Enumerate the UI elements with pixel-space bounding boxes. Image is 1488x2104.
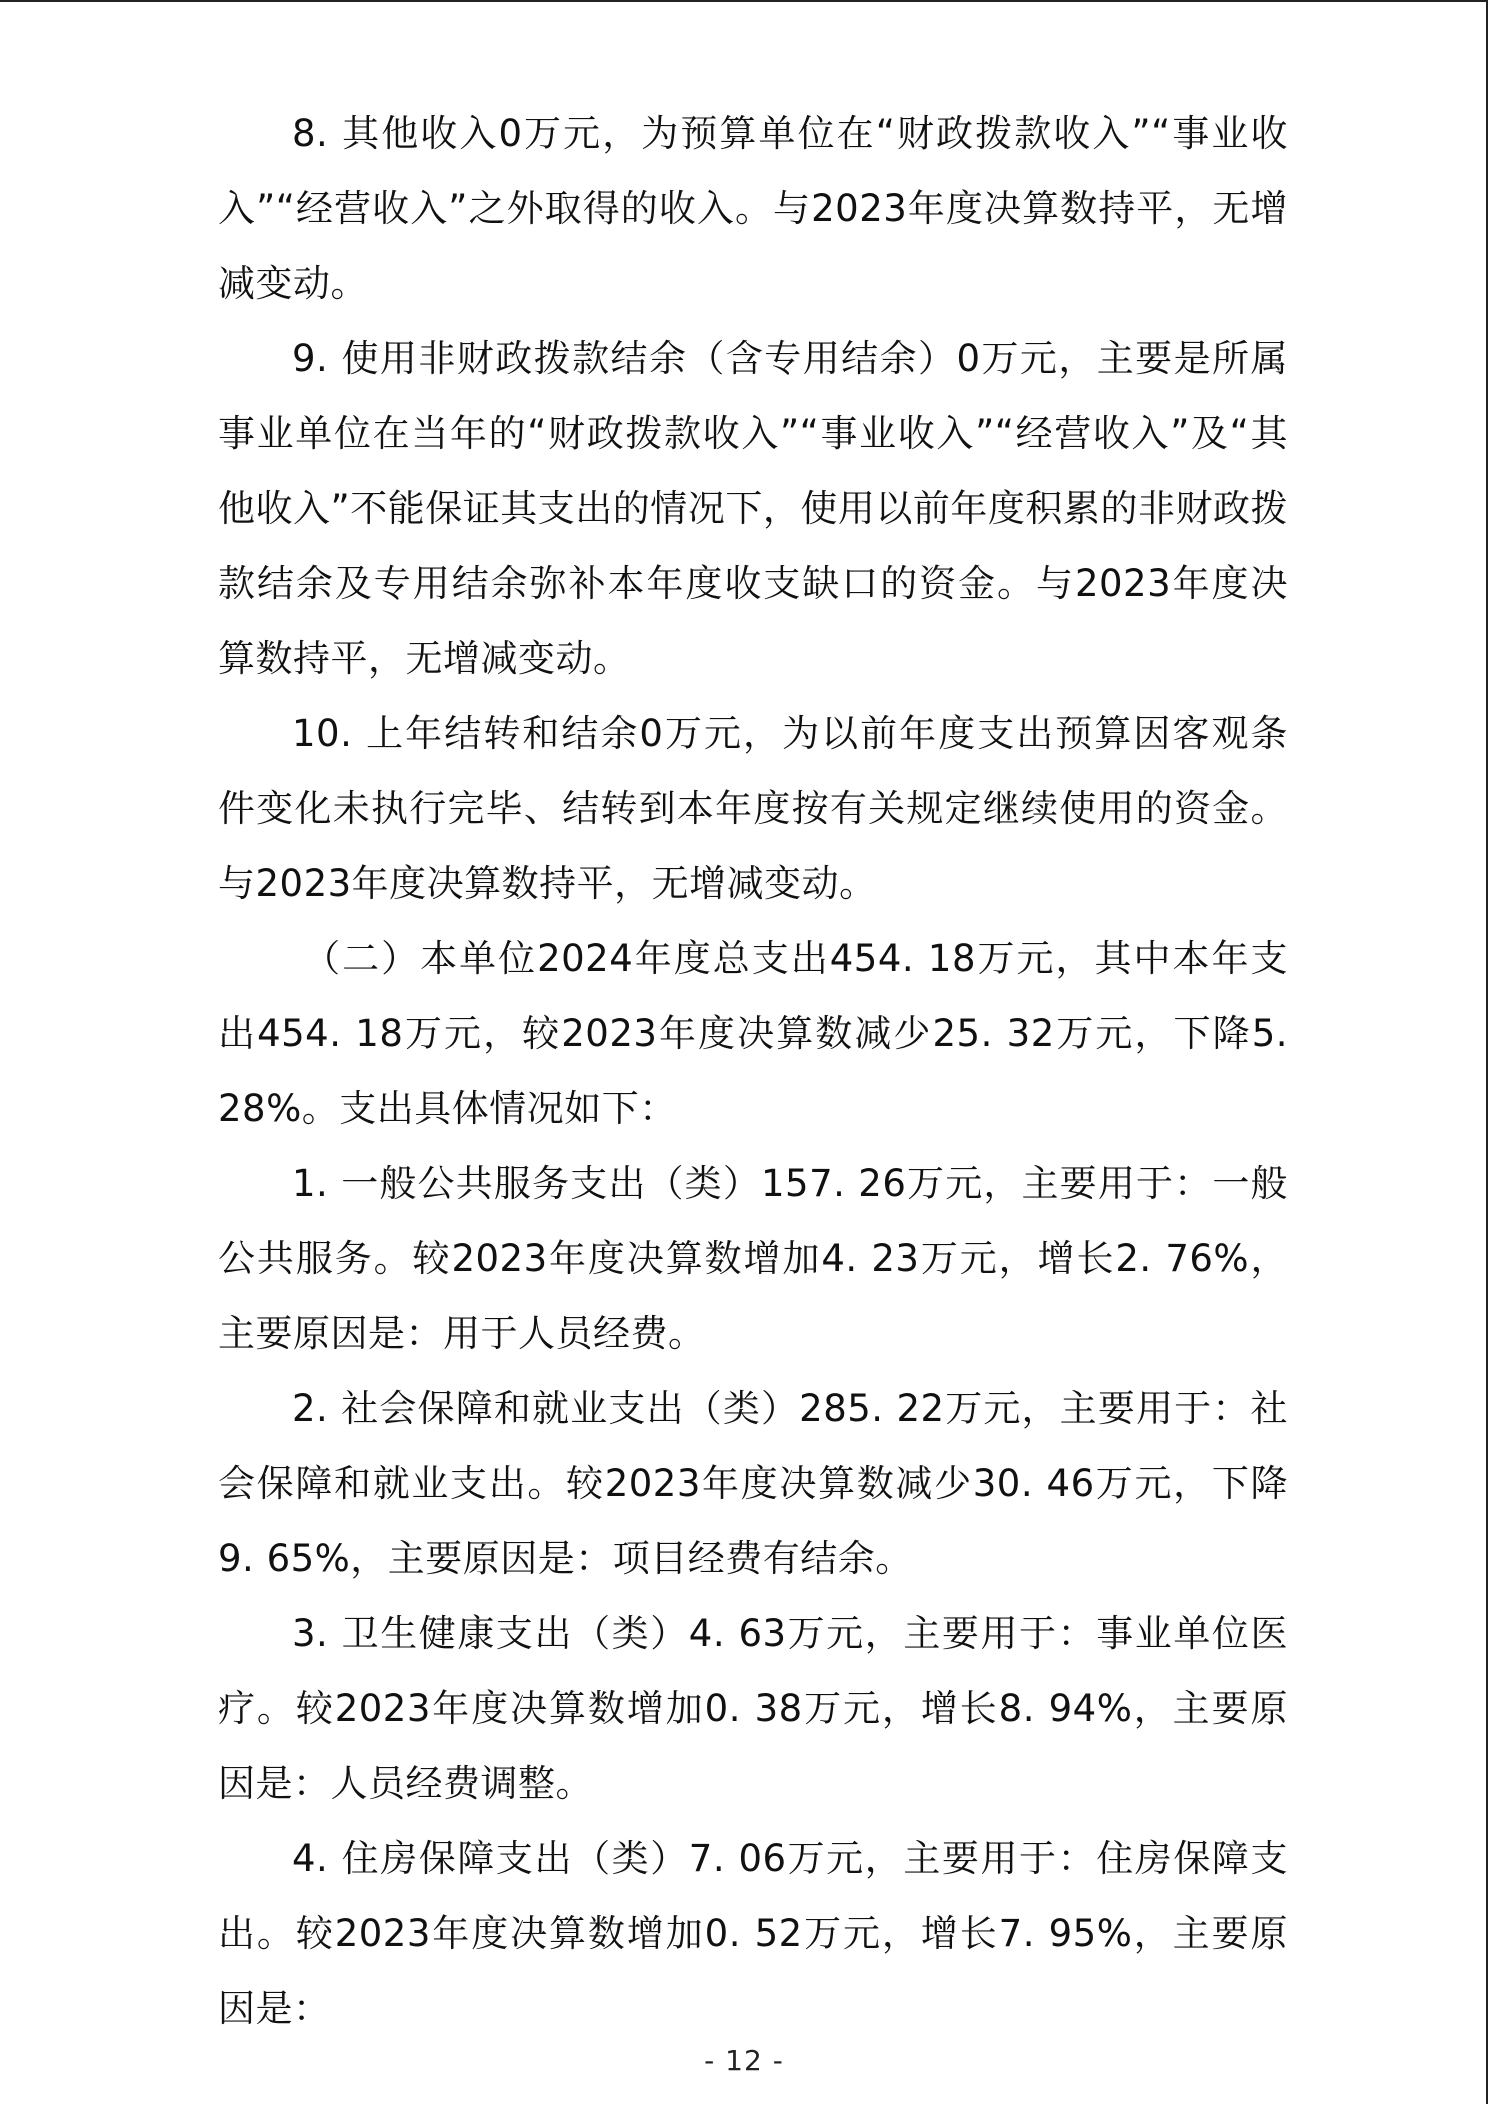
page-number: - 12 -	[704, 2044, 784, 2077]
paragraph-general-public-services: 1. 一般公共服务支出（类）157. 26万元，主要用于：一般公共服务。较2023年度决算数增加4. 23万元，增长2. 76%，主要原因是：用于人员经费。	[218, 1162, 1288, 1355]
document-body	[218, 96, 1288, 2046]
paragraph-total-expenditure: （二）本单位2024年度总支出454. 18万元，其中本年支出454. 18万元，较2023年度决算数减少25. 32万元，下降5. 28%。支出具体情况如下：	[218, 937, 1288, 1130]
paragraph-prior-year-carryover: 10. 上年结转和结余0万元，为以前年度支出预算因客观条件变化未执行完毕、结转到本年度按有关规定继续使用的资金。与2023年度决算数持平，无增减变动。	[218, 712, 1288, 905]
paragraph-health: 3. 卫生健康支出（类）4. 63万元，主要用于：事业单位医疗。较2023年度决算数增加0. 38万元，增长8. 94%，主要原因是：人员经费调整。	[218, 1612, 1288, 1805]
paragraph-non-fiscal-balance: 9. 使用非财政拨款结余（含专用结余）0万元，主要是所属事业单位在当年的“财政拨款收入”“事业收入”“经营收入”及“其他收入”不能保证其支出的情况下，使用以前年度积累的非财政拨款结余及专用结余弥补本年度收支缺口的资金。与2023年度决算数持平，无增减变动。	[218, 337, 1288, 680]
paragraph-social-security: 2. 社会保障和就业支出（类）285. 22万元，主要用于：社会保障和就业支出。较2023年度决算数减少30. 46万元，下降9. 65%，主要原因是：项目经费有结余。	[218, 1387, 1288, 1580]
paragraph-other-income: 8. 其他收入0万元，为预算单位在“财政拨款收入”“事业收入”“经营收入”之外取得的收入。与2023年度决算数持平，无增减变动。	[218, 112, 1288, 305]
paragraph-housing: 4. 住房保障支出（类）7. 06万元，主要用于：住房保障支出。较2023年度决算数增加0. 52万元，增长7. 95%，主要原因是：	[218, 1837, 1288, 2030]
